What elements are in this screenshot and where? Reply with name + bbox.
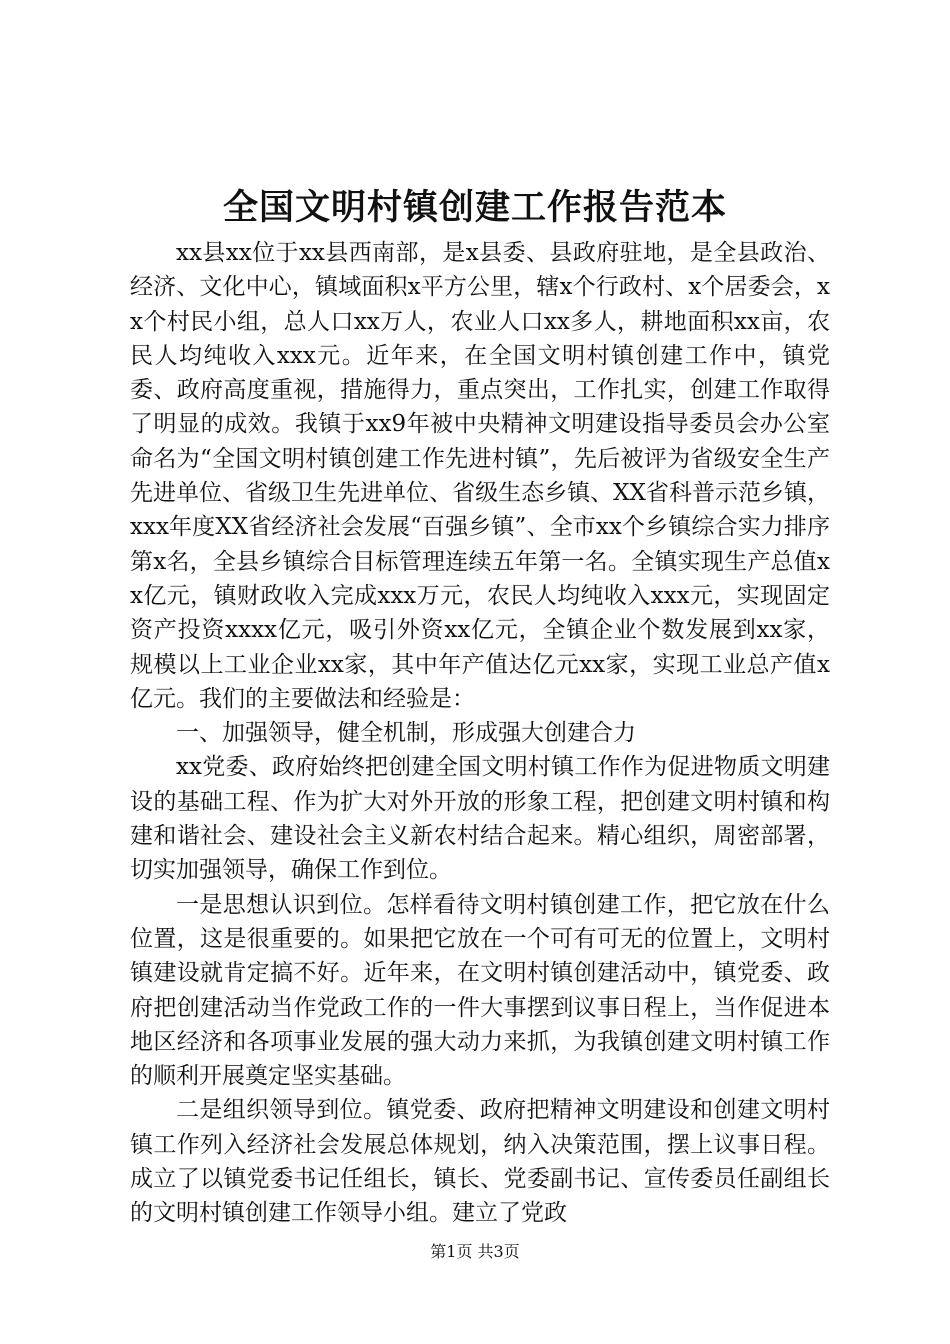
page-number-footer: 第1页 共3页 [430, 1242, 520, 1261]
paragraph-section-1: xx党委、政府始终把创建全国文明村镇工作作为促进物质文明建设的基础工程、作为扩大对外开放的形象工程，把创建文明村镇和构建和谐社会、建设社会主义新农村结合起来。精心组织，周密部署，切实加强领导，确保工作到位。 [130, 754, 830, 884]
section-heading-1: 一、加强领导，健全机制，形成强大创建合力 [176, 720, 636, 747]
paragraph-point-1: 一是思想认识到位。怎样看待文明村镇创建工作，把它放在什么位置，这是很重要的。如果把它放在一个可有可无的位置上，文明村镇建设就肯定搞不好。近年来，在文明村镇创建活动中，镇党委、政府把创建活动当作党政工作的一件大事摆到议事日程上，当作促进本地区经济和各项事业发展的强大动力来抓，为我镇创建文明村镇工作的顺利开展奠定坚实基础。 [130, 891, 830, 1090]
document-title: 全国文明村镇创建工作报告范本 [222, 187, 727, 228]
paragraph-intro: xx县xx位于xx县西南部，是x县委、县政府驻地，是全县政治、经济、文化中心，镇域面积x平方公里，辖x个行政村、x个居委会，xx个村民小组，总人口xx万人，农业人口xx多人，耕地面积xx亩，农民人均纯收入xxx元。近年来，在全国文明村镇创建工作中，镇党委、政府高度重视，措施得力，重点突出，工作扎实，创建工作取得了明显的成效。我镇于xx9年被中央精神文明建设指导委员会办公室命名为“全国文明村镇创建工作先进村镇”，先后被评为省级安全生产先进单位、省级卫生先进单位、省级生态乡镇、XX省科普示范乡镇，xxx年度XX省经济社会发展“百强乡镇”、全市xx个乡镇综合实力排序第x名，全县乡镇综合目标管理连续五年第一名。全镇实现生产总值xx亿元，镇财政收入完成xxx万元，农民人均纯收入xxx元，实现固定资产投资xxxx亿元，吸引外资xx亿元，全镇企业个数发展到xx家，规模以上工业企业xx家，其中年产值达亿元xx家，实现工业总产值x亿元。我们的主要做法和经验是： [130, 240, 830, 712]
document-body [130, 236, 830, 1231]
paragraph-point-2: 二是组织领导到位。镇党委、政府把精神文明建设和创建文明村镇工作列入经济社会发展总体规划，纳入决策范围，摆上议事日程。成立了以镇党委书记任组长，镇长、党委副书记、宣传委员任副组长的文明村镇创建工作领导小组。建立了党政 [130, 1097, 830, 1227]
